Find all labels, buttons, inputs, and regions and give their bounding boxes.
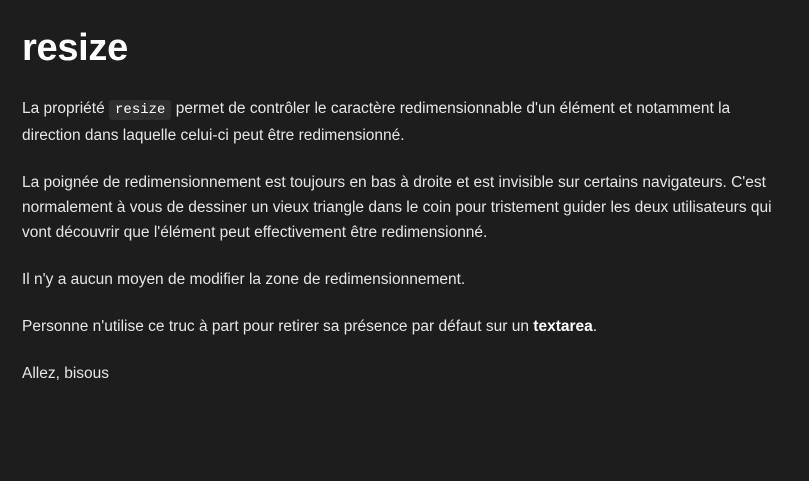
paragraph-handle: La poignée de redimensionnement est toujours en bas à droite et est invisible sur certains navigateurs. C'est normalement à vous de dessiner un vieux triangle dans le coin pour tristement guider les deux utilisateurs qui vont découvrir que l'élément peut effectivement être redimensionné. (22, 173, 772, 241)
paragraph-zone: Il n'y a aucun moyen de modifier la zone de redimensionnement. (22, 270, 466, 288)
paragraph-intro (22, 96, 785, 148)
inline-code-resize: resize (109, 100, 171, 120)
paragraph-intro-text-after: permet de contrôler le caractère redimensionnable d'un élément et notamment la direction dans laquelle celui-ci peut être redimensionné. (22, 99, 731, 144)
paragraph-usage (22, 314, 785, 339)
paragraph-usage-text-after: . (592, 317, 598, 335)
paragraph-intro-text-before: La propriété (22, 99, 110, 117)
paragraph-usage-text-before: Personne n'utilise ce truc à part pour retirer sa présence par défaut sur un (22, 317, 534, 335)
page-title: resize (22, 27, 128, 69)
paragraph-signoff: Allez, bisous (22, 364, 110, 382)
bold-textarea: textarea (533, 317, 593, 335)
